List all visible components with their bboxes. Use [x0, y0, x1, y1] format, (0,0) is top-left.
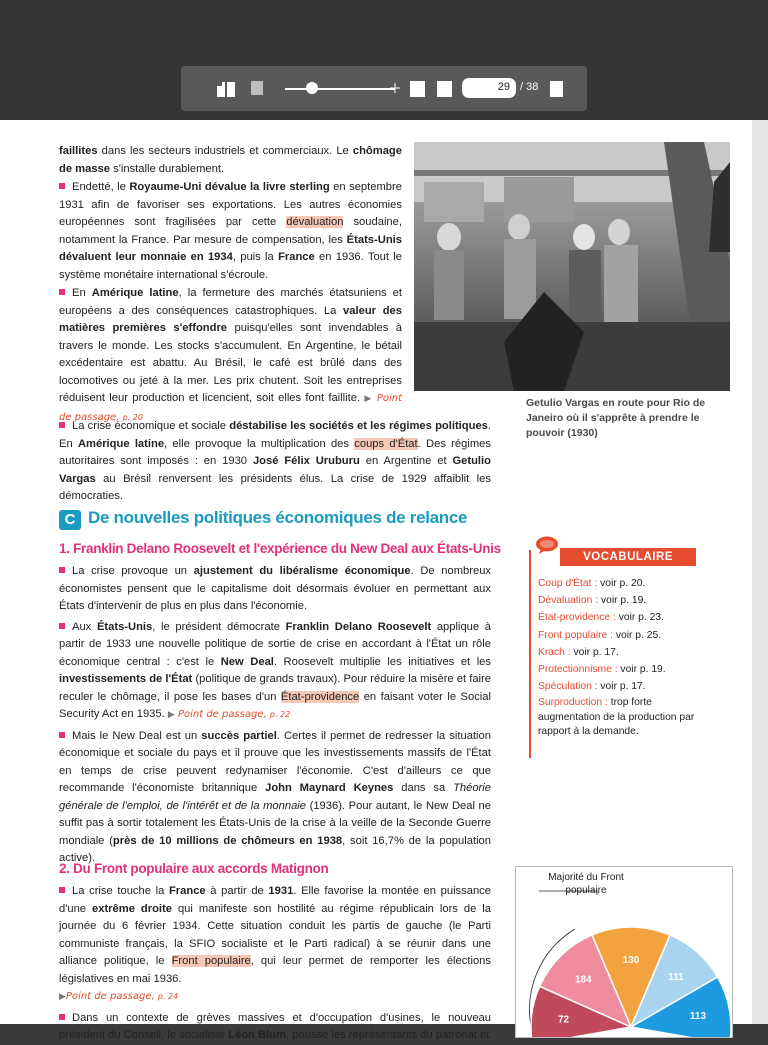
speech-bubble-icon: [535, 536, 559, 554]
bullet-icon: [59, 1014, 65, 1020]
vocab-highlight: Front populaire: [171, 955, 251, 967]
vocab-rule: [529, 550, 531, 758]
vocab-highlight: coups d'État: [354, 437, 418, 450]
bullet-paragraph: Endetté, le Royaume-Uni dévalue la livre sterling en septembre 1931 afin de favoriser ses exportations. Les autres économies européennes sont fragilisées par cette dévaluation soudaine, notamment la France. Par mesure de compensation, les États-Unis dévaluent leur monnaie en 1934, puis la France en 1936. Tout le système monétaire international s'écroule.: [59, 181, 402, 281]
page-total: / 38: [520, 81, 539, 93]
bullet-icon: [59, 887, 65, 893]
photo-caption: Getulio Vargas en route pour Rio de Janeiro où il s'apprête à prendre le pouvoir (1930): [526, 397, 706, 439]
column-front-populaire: La crise touche la France à partir de 1931. Elle favorise la montée en puissance d'une extrême droite qui manifeste son hostilité au régime républicain lors de la journée du 6 février 1934. Cette situation conduit les partis de gauche (le Parti communiste français, la SFIO socialiste et le Parti radical) à se réunir dans une alliance politique, le Front populaire, qui leur permet de remporter les élections législatives en mai 1936. ▶Point de passage, p. 24 Dans un contexte de grèves massives et d'occupation d'usines, le nouveau président du Conseil, le socialiste Léon Blum, pousse les représentants du patronat et: [59, 885, 491, 1041]
page-mode-icon[interactable]: [251, 81, 263, 95]
column-new-deal: La crise provoque un ajustement du libéralisme économique. De nombreux économistes pensent que le capitalisme doit désormais évoluer en permettant aux États d'intervenir de plus en plus dans l'économie. Aux États-Unis, le président démocrate Franklin Delano Roosevelt applique à partir de 1933 une nouvelle politique de sortie de crise en accordant à l'État un rôle économique central : c'est le New Deal. Roosevelt multiplie les initiatives et les investissements de l'État (politique de grands travaux). Pour réduire la misère et faire reculer le chômage, il pose les bases d'un État-providence en faisant voter le Social Security Act en 1935. ▶ Point de passage, p. 22 Mais le New Deal est un succès partiel. Certes il permet de redresser la situation économique et sociale du pays et il prouve que les investissements massifs de l'État en temps de crise peuvent redynamiser l'économie. C'est d'ailleurs ce que recommande l'économiste britannique John Maynard Keynes dans sa Théorie générale de l'emploi, de l'intérêt et de la monnaie (1936). Pour autant, le New Deal ne suffit pas à sortir totalement les États-Unis de la crise à la veille de la Seconde Guerre mondiale (près de 10 millions de chômeurs en 1938, soit 16,7% de la population active).: [59, 565, 492, 864]
point-de-passage-link[interactable]: ▶Point de passage, p. 24: [59, 991, 179, 1002]
vocab-item: Krach : voir p. 17.: [538, 646, 619, 658]
pie-slice-label: 113: [689, 1011, 707, 1023]
vocabulary-box: [527, 536, 699, 758]
pie-slice-label: 130: [622, 955, 640, 966]
paragraph: faillites dans les secteurs industriels et commerciaux. Le chômage de masse s'installe durablement.: [59, 145, 402, 175]
sidebar-toggle-icon[interactable]: [217, 81, 239, 97]
pie-slice-label: 111: [668, 972, 684, 984]
viewer-toolbar: [181, 66, 587, 111]
chart-title: Majorité du Front populaire: [548, 872, 624, 896]
vocab-list: [538, 575, 698, 740]
paragraph-crisis-politics: La crise économique et sociale déstabilise les sociétés et les régimes politiques. En Amérique latine, elle provoque la multiplication des coups d'État. Des régimes autoritaires sont imposés : en 1930 José Félix Uruburu en Argentine et Getulio Vargas au Brésil renversent les présidents élus. La crise de 1929 affaiblit les démocraties.: [59, 420, 492, 502]
vocab-title: VOCABULAIRE: [560, 548, 696, 566]
prev-page-button[interactable]: [410, 81, 425, 97]
vocab-item: Coup d'État : voir p. 20.: [538, 578, 646, 589]
vocab-item: État-providence : voir p. 23.: [538, 612, 664, 624]
page-number-input[interactable]: 29: [462, 78, 516, 98]
vocab-item: Dévaluation : voir p. 19.: [538, 595, 647, 607]
column-top-left: [59, 143, 402, 426]
section-title: De nouvelles politiques économiques de relance: [88, 508, 468, 527]
section-letter-badge: C: [59, 510, 81, 530]
bullet-icon: [59, 183, 65, 189]
next-page-button[interactable]: [437, 81, 452, 97]
bullet-icon: [59, 567, 65, 573]
bullet-icon: [59, 623, 65, 629]
fullscreen-button[interactable]: [550, 81, 563, 97]
arrow-right-icon: ▶: [167, 710, 175, 720]
vocab-highlight: dévaluation: [286, 216, 344, 228]
subheading-new-deal: 1. Franklin Delano Roosevelt et l'expérience du New Deal aux États-Unis: [59, 541, 501, 556]
photo-illustration: [414, 142, 730, 391]
vocab-item: Spéculation : voir p. 17.: [538, 681, 646, 693]
bullet-icon: [59, 732, 65, 738]
zoom-slider-thumb[interactable]: [306, 82, 318, 94]
vocab-item: Surproduction : trop forte augmentation de la production par rapport à la demande.: [538, 697, 695, 738]
vocab-item: Front populaire : voir p. 25.: [538, 629, 662, 641]
arrow-right-icon: ▶: [59, 992, 66, 1002]
historical-photo: [414, 142, 730, 391]
seat-chart-box: [515, 866, 733, 1038]
pie-slice-label: 184: [574, 974, 592, 986]
bullet-paragraph: En Amérique latine, la fermeture des marchés étatsuniens et européens a des conséquences catastrophiques. La valeur des matières premières s'effondre puisqu'elles sont invendables à travers le monde. Les stocks s'accumulent. En Argentine, le bétail excédentaire est abattu. Au Brésil, le café est brûlé dans des locomotives ou jeté à la mer. Les prix chutent. Soit les entreprises réduisent leur production et licencient, soit elles font faillite. ▶ Point de passage, p. 20: [59, 287, 403, 423]
pie-slice-label: 72: [557, 1014, 570, 1026]
scrollbar[interactable]: [752, 120, 768, 1024]
bullet-icon: [59, 289, 65, 295]
arrow-right-icon: ▶: [364, 394, 373, 404]
point-de-passage-link[interactable]: ▶ Point de passage, p. 22: [167, 709, 291, 720]
vocab-item: Protectionnisme : voir p. 19.: [538, 664, 666, 676]
point-de-passage-link[interactable]: ▶ Point de passage, p. 20: [59, 393, 403, 423]
zoom-in-icon[interactable]: [390, 83, 400, 93]
subheading-front-populaire: 2. Du Front populaire aux accords Matignon: [59, 861, 329, 876]
bullet-icon: [59, 422, 65, 428]
vocab-highlight: État-providence: [280, 690, 360, 703]
zoom-slider-track[interactable]: [285, 88, 395, 90]
